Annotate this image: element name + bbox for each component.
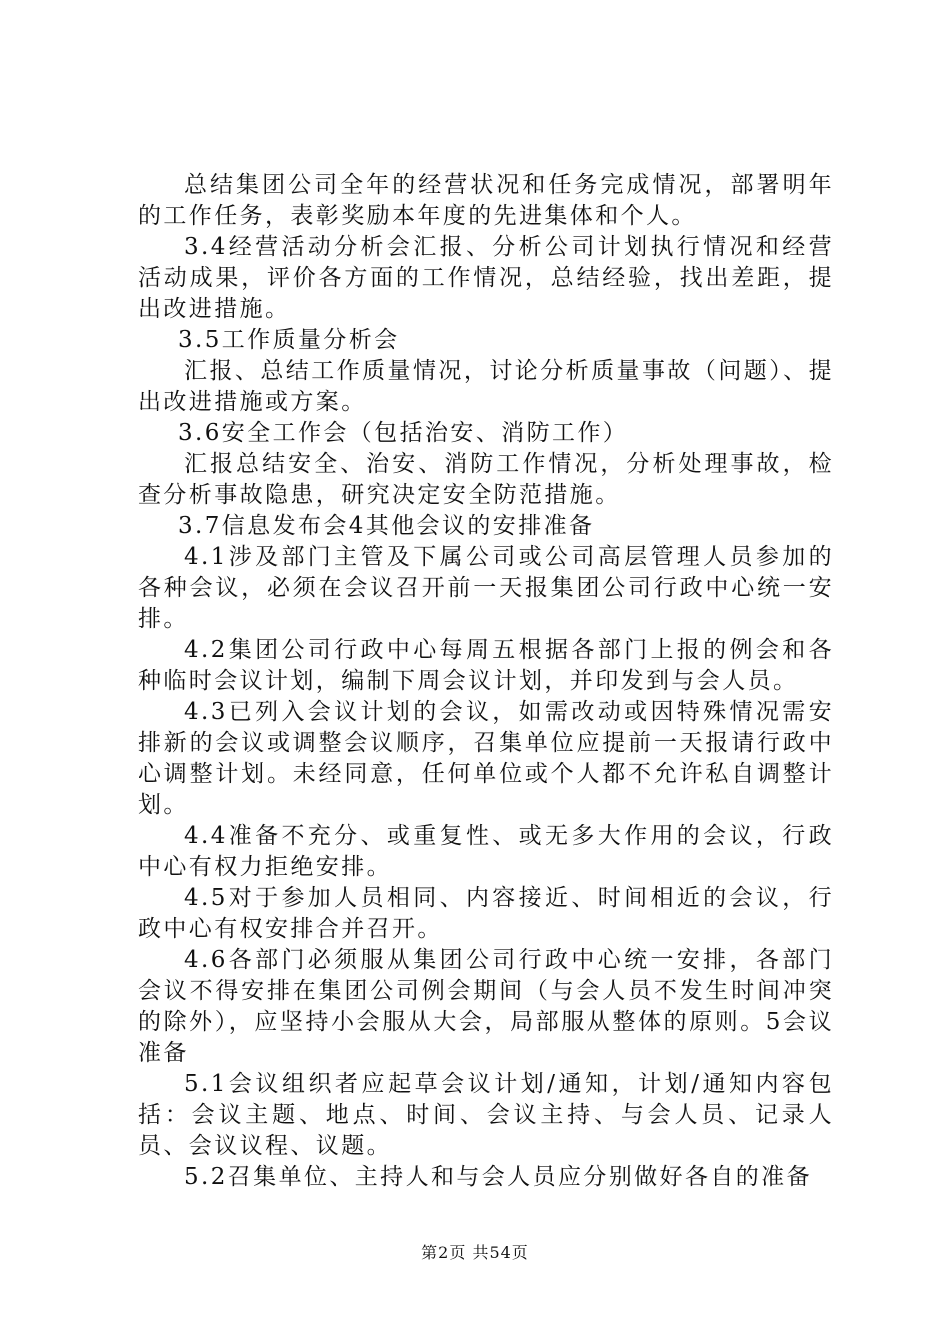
paragraph-4-1: 4.1涉及部门主管及下属公司或公司高层管理人员参加的各种会议，必须在会议召开前一天报集团公司行政中心统一安排。 bbox=[138, 544, 834, 632]
paragraph-annual-summary: 总结集团公司全年的经营状况和任务完成情况，部署明年的工作任务，表彰奖励本年度的先进集体和个人。 bbox=[138, 172, 834, 229]
paragraph-5-1: 5.1会议组织者应起草会议计划/通知，计划/通知内容包括：会议主题、地点、时间、会议主持、与会人员、记录人员、会议议程、议题。 bbox=[138, 1071, 834, 1159]
heading-3-5: 3.5工作质量分析会 bbox=[178, 327, 400, 353]
paragraph-4-2: 4.2集团公司行政中心每周五根据各部门上报的例会和各种临时会议计划，编制下周会议计划，并印发到与会人员。 bbox=[138, 637, 834, 694]
heading-3-7: 3.7信息发布会4其他会议的安排准备 bbox=[178, 513, 595, 539]
paragraph-4-6: 4.6各部门必须服从集团公司行政中心统一安排，各部门会议不得安排在集团公司例会期间（与会人员不发生时间冲突的除外），应坚持小会服从大会，局部服从整体的原则。5会议准备 bbox=[138, 947, 834, 1066]
paragraph-3-4: 3.4经营活动分析会汇报、分析公司计划执行情况和经营活动成果，评价各方面的工作情况，总结经验，找出差距，提出改进措施。 bbox=[138, 234, 834, 322]
paragraph-5-2: 5.2召集单位、主持人和与会人员应分别做好各自的准备 bbox=[184, 1164, 812, 1190]
paragraph-3-5-body: 汇报、总结工作质量情况，讨论分析质量事故（问题）、提出改进措施或方案。 bbox=[138, 358, 834, 415]
document-body bbox=[138, 170, 834, 1193]
paragraph-4-3: 4.3已列入会议计划的会议，如需改动或因特殊情况需安排新的会议或调整会议顺序，召集单位应提前一天报请行政中心调整计划。未经同意，任何单位或个人都不允许私自调整计划。 bbox=[138, 699, 834, 818]
paragraph-4-4: 4.4准备不充分、或重复性、或无多大作用的会议，行政中心有权力拒绝安排。 bbox=[138, 823, 834, 880]
paragraph-4-5: 4.5对于参加人员相同、内容接近、时间相近的会议，行政中心有权安排合并召开。 bbox=[138, 885, 834, 942]
paragraph-3-6-body: 汇报总结安全、治安、消防工作情况，分析处理事故，检查分析事故隐患，研究决定安全防范措施。 bbox=[138, 451, 834, 508]
page-number-footer: 第2页 共54页 bbox=[421, 1243, 529, 1262]
heading-3-6: 3.6安全工作会（包括治安、消防工作） bbox=[178, 420, 629, 446]
